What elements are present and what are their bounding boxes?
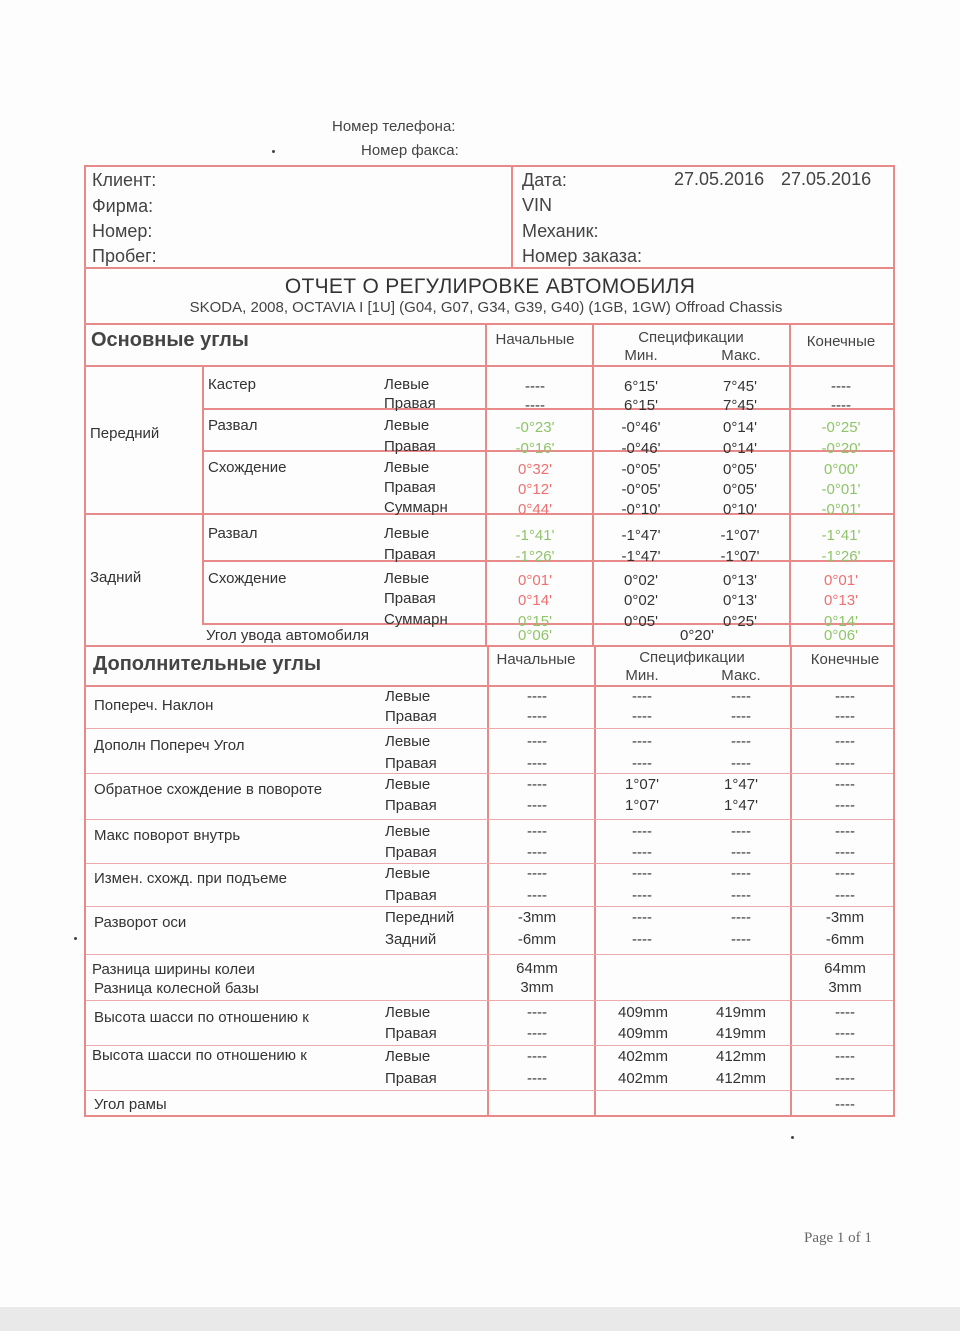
chassis-height-label: Высота шасси по отношению к [92,1047,307,1064]
track-width-label: Разница ширины колеи [92,961,255,978]
extra-angles-title: Дополнительные углы [93,653,322,675]
spec-min-value: -0°10' [621,501,661,518]
initial-value: 0°32' [518,461,552,478]
initial-value: -0°16' [515,440,555,457]
final-value: -6mm [825,931,865,948]
spec-max-value: 419mm [715,1004,767,1021]
side-label: Правая [385,887,437,904]
initial-value: ---- [527,688,547,705]
spec-max-value: 419mm [715,1025,767,1042]
col-line-group [202,365,204,624]
final-value: ---- [835,1070,855,1087]
extra-row-line [86,1000,893,1001]
initial-value: -3mm [517,909,557,926]
side-label: Левые [385,688,431,705]
initial-value: ---- [527,797,547,814]
spec-max-value: 412mm [715,1048,767,1065]
initial-value: 0°14' [518,592,552,609]
date-value-1: 27.05.2016 [674,169,765,189]
side-label: Левые [384,459,430,476]
side-label: Левые [384,525,430,542]
info-bottom-line [84,267,895,269]
spec-min-value: 6°15' [624,378,658,395]
final-value: -0°01' [821,481,861,498]
side-label: Правая [384,438,436,455]
phone-label: Номер телефона: [332,118,456,135]
side-label: Левые [384,376,430,393]
extra-col-max: Макс. [721,667,761,684]
side-label: Правая [385,708,437,725]
side-label: Суммарн [384,499,448,516]
extra-group-label: Разворот оси [94,914,187,931]
final-value: ---- [835,1025,855,1042]
spec-min-value: 409mm [617,1004,669,1021]
extra-row-line [86,819,893,820]
final-value: ---- [831,378,851,395]
extra-row-line [86,1045,893,1046]
thrust-initial: 0°06' [518,627,552,644]
spec-min-value: -0°05' [621,461,661,478]
scan-edge [0,1307,960,1331]
date-value-2: 27.05.2016 [781,169,872,189]
side-label: Задний [385,931,437,948]
extra-col-line-spec [594,645,596,1117]
spec-min-value: 6°15' [624,397,658,414]
main-col-final: Конечные [806,333,876,350]
final-value: ---- [835,708,855,725]
spec-min-value: 409mm [617,1025,669,1042]
initial-value: ---- [527,823,547,840]
main-col-initial: Начальные [495,331,575,348]
vehicle-description: SKODA, 2008, OCTAVIA I [1U] (G04, G07, G34, G39, G40) (1GB, 1GW) Offroad Chassis [189,299,783,316]
wheelbase-final: 3mm [828,979,862,996]
initial-value: ---- [525,397,545,414]
initial-value: ---- [527,887,547,904]
final-value: 0°01' [824,572,858,589]
col-line-final [789,323,791,645]
side-label: Передний [385,909,455,926]
spec-min-value: ---- [632,865,652,882]
spec-max-value: 0°05' [723,461,757,478]
side-label: Левые [385,865,431,882]
initial-value: -1°26' [515,548,555,565]
spec-max-value: ---- [731,931,751,948]
spec-min-value: -0°46' [621,419,661,436]
extra-col-final: Конечные [810,651,880,668]
extra-col-min: Мин. [625,667,659,684]
side-label: Левые [384,417,430,434]
main-angles-title: Основные углы [91,329,249,351]
track-width-final: 64mm [824,960,866,977]
final-value: 0°13' [824,592,858,609]
initial-value: ---- [527,865,547,882]
extra-row-line [86,863,893,864]
extra-col-initial: Начальные [496,651,576,668]
initial-value: ---- [527,776,547,793]
initial-value: ---- [527,755,547,772]
initial-value: ---- [525,378,545,395]
spec-max-value: ---- [731,755,751,772]
side-label: Правая [385,797,437,814]
col-line-spec [592,323,594,645]
frame-angle-final: ---- [835,1096,855,1113]
spec-min-value: ---- [632,733,652,750]
initial-value: -1°41' [515,527,555,544]
spec-min-value: ---- [632,887,652,904]
final-value: ---- [835,865,855,882]
initial-value: ---- [527,1070,547,1087]
main-col-min: Мин. [624,347,658,364]
final-value: -0°25' [821,419,861,436]
final-value: -3mm [825,909,865,926]
spec-min-value: 0°02' [624,572,658,589]
thrust-final: 0°06' [824,627,858,644]
speck [74,937,77,940]
initial-value: 0°12' [518,481,552,498]
side-label: Левые [385,823,431,840]
side-label: Левые [385,1004,431,1021]
extra-col-line-initial [487,645,489,1117]
spec-min-value: -1°47' [621,548,661,565]
main-header-line [84,365,895,367]
mileage-label: Пробег: [92,246,157,266]
initial-value: 0°44' [518,501,552,518]
angle-group-label: Схождение [208,570,287,587]
track-width-initial: 64mm [516,960,558,977]
spec-max-value: 412mm [715,1070,767,1087]
extra-col-spec: Спецификации [639,649,745,666]
extra-group-label: Макс поворот внутрь [94,827,241,844]
side-label: Левые [385,776,431,793]
speck [272,150,275,153]
final-value: -1°26' [821,548,861,565]
spec-min-value: ---- [632,708,652,725]
spec-max-value: 0°05' [723,481,757,498]
extra-col-line-final [790,645,792,1117]
order-label: Номер заказа: [522,246,643,266]
side-label: Правая [384,395,436,412]
spec-max-value: 0°13' [723,592,757,609]
rear-axle-label: Задний [90,569,142,586]
side-label: Правая [384,590,436,607]
final-value: 0°00' [824,461,858,478]
row-line-caster [202,408,895,410]
extra-group-label: Измен. схожд. при подъеме [94,870,288,887]
spec-max-value: ---- [731,708,751,725]
spec-max-value: 0°13' [723,572,757,589]
side-label: Левые [385,733,431,750]
final-value: ---- [835,1048,855,1065]
title-bottom-line [84,323,895,325]
spec-max-value: 0°14' [723,440,757,457]
angle-group-label: Кастер [208,376,256,393]
spec-min-value: ---- [632,823,652,840]
final-value: ---- [835,1004,855,1021]
initial-value: ---- [527,1025,547,1042]
final-value: ---- [835,844,855,861]
initial-value: ---- [527,708,547,725]
final-value: ---- [835,887,855,904]
spec-max-value: 7°45' [723,378,757,395]
main-col-spec: Спецификации [638,329,744,346]
info-divider [511,165,513,268]
extra-group-label: Попереч. Наклон [94,697,214,714]
main-bottom-line [84,645,895,647]
spec-min-value: ---- [632,844,652,861]
spec-max-value: 0°25' [723,613,757,630]
col-line-initial [485,323,487,645]
final-value: ---- [835,797,855,814]
final-value: -0°20' [821,440,861,457]
spec-min-value: 402mm [617,1070,669,1087]
spec-min-value: -1°47' [621,527,661,544]
mechanic-label: Механик: [522,221,599,241]
final-value: 0°14' [824,613,858,630]
extra-row-line [86,906,893,907]
side-label: Суммарн [384,611,448,628]
spec-max-value: ---- [731,909,751,926]
side-label: Правая [385,844,437,861]
chassis-height-label: Высота шасси по отношению к [94,1009,309,1026]
initial-value: ---- [527,1004,547,1021]
fax-label: Номер факса: [361,142,459,159]
spec-max-value: 7°45' [723,397,757,414]
spec-max-value: ---- [731,865,751,882]
spec-min-value: -0°46' [621,440,661,457]
frame-angle-label: Угол рамы [94,1096,167,1113]
initial-value: 0°01' [518,572,552,589]
spec-min-value: -0°05' [621,481,661,498]
final-value: ---- [835,733,855,750]
extra-header-line [84,685,895,687]
spec-max-value: -1°07' [720,548,760,565]
page-number: Page 1 of 1 [804,1230,872,1246]
firm-label: Фирма: [92,196,154,216]
side-label: Левые [385,1048,431,1065]
extra-group-label: Дополн Попереч Угол [94,737,245,754]
number-label: Номер: [92,221,153,241]
initial-value: -6mm [517,931,557,948]
spec-min-value: 402mm [617,1048,669,1065]
side-label: Правая [385,755,437,772]
spec-min-value: 0°02' [624,592,658,609]
initial-value: ---- [527,844,547,861]
spec-min-value: ---- [632,931,652,948]
spec-max-value: 1°47' [724,776,758,793]
spec-max-value: ---- [731,887,751,904]
spec-max-value: 0°10' [723,501,757,518]
final-value: ---- [835,755,855,772]
spec-max-value: ---- [731,823,751,840]
initial-value: ---- [527,1048,547,1065]
final-value: ---- [835,823,855,840]
extra-row-line [86,728,893,729]
thrust-angle-label: Угол увода автомобиля [206,627,370,644]
client-label: Клиент: [92,170,157,190]
spec-max-value: -1°07' [720,527,760,544]
wheelbase-initial: 3mm [520,979,554,996]
spec-max-value: ---- [731,733,751,750]
vin-label: VIN [522,195,553,215]
spec-min-value: 0°05' [624,613,658,630]
spec-max-value: ---- [731,844,751,861]
final-value: ---- [835,688,855,705]
side-label: Правая [385,1025,437,1042]
initial-value: ---- [527,733,547,750]
speck [791,1136,794,1139]
final-value: ---- [831,397,851,414]
spec-min-value: 1°07' [625,797,659,814]
spec-max-value: 1°47' [724,797,758,814]
side-label: Левые [384,570,430,587]
final-value: -1°41' [821,527,861,544]
date-label: Дата: [522,170,567,190]
angle-group-label: Схождение [208,459,287,476]
spec-min-value: ---- [632,688,652,705]
spec-max-value: 0°14' [723,419,757,436]
spec-min-value: 1°07' [625,776,659,793]
extra-group-label: Обратное схождение в повороте [94,781,323,798]
initial-value: -0°23' [515,419,555,436]
initial-value: 0°15' [518,613,552,630]
angle-group-label: Развал [208,417,258,434]
extra-row-line [86,954,893,955]
final-value: ---- [835,776,855,793]
thrust-spec: 0°20' [680,627,714,644]
spec-min-value: ---- [632,755,652,772]
wheelbase-label: Разница колесной базы [94,980,259,997]
row-line-front [84,513,895,515]
spec-max-value: ---- [731,688,751,705]
report-title: ОТЧЕТ О РЕГУЛИРОВКЕ АВТОМОБИЛЯ [284,275,696,298]
main-col-max: Макс. [721,347,761,364]
side-label: Правая [384,546,436,563]
side-label: Правая [384,479,436,496]
extra-row-line [86,773,893,774]
extra-row-line [86,1090,893,1091]
front-axle-label: Передний [90,425,160,442]
side-label: Правая [385,1070,437,1087]
final-value: -0°01' [821,501,861,518]
angle-group-label: Развал [208,525,258,542]
spec-min-value: ---- [632,909,652,926]
